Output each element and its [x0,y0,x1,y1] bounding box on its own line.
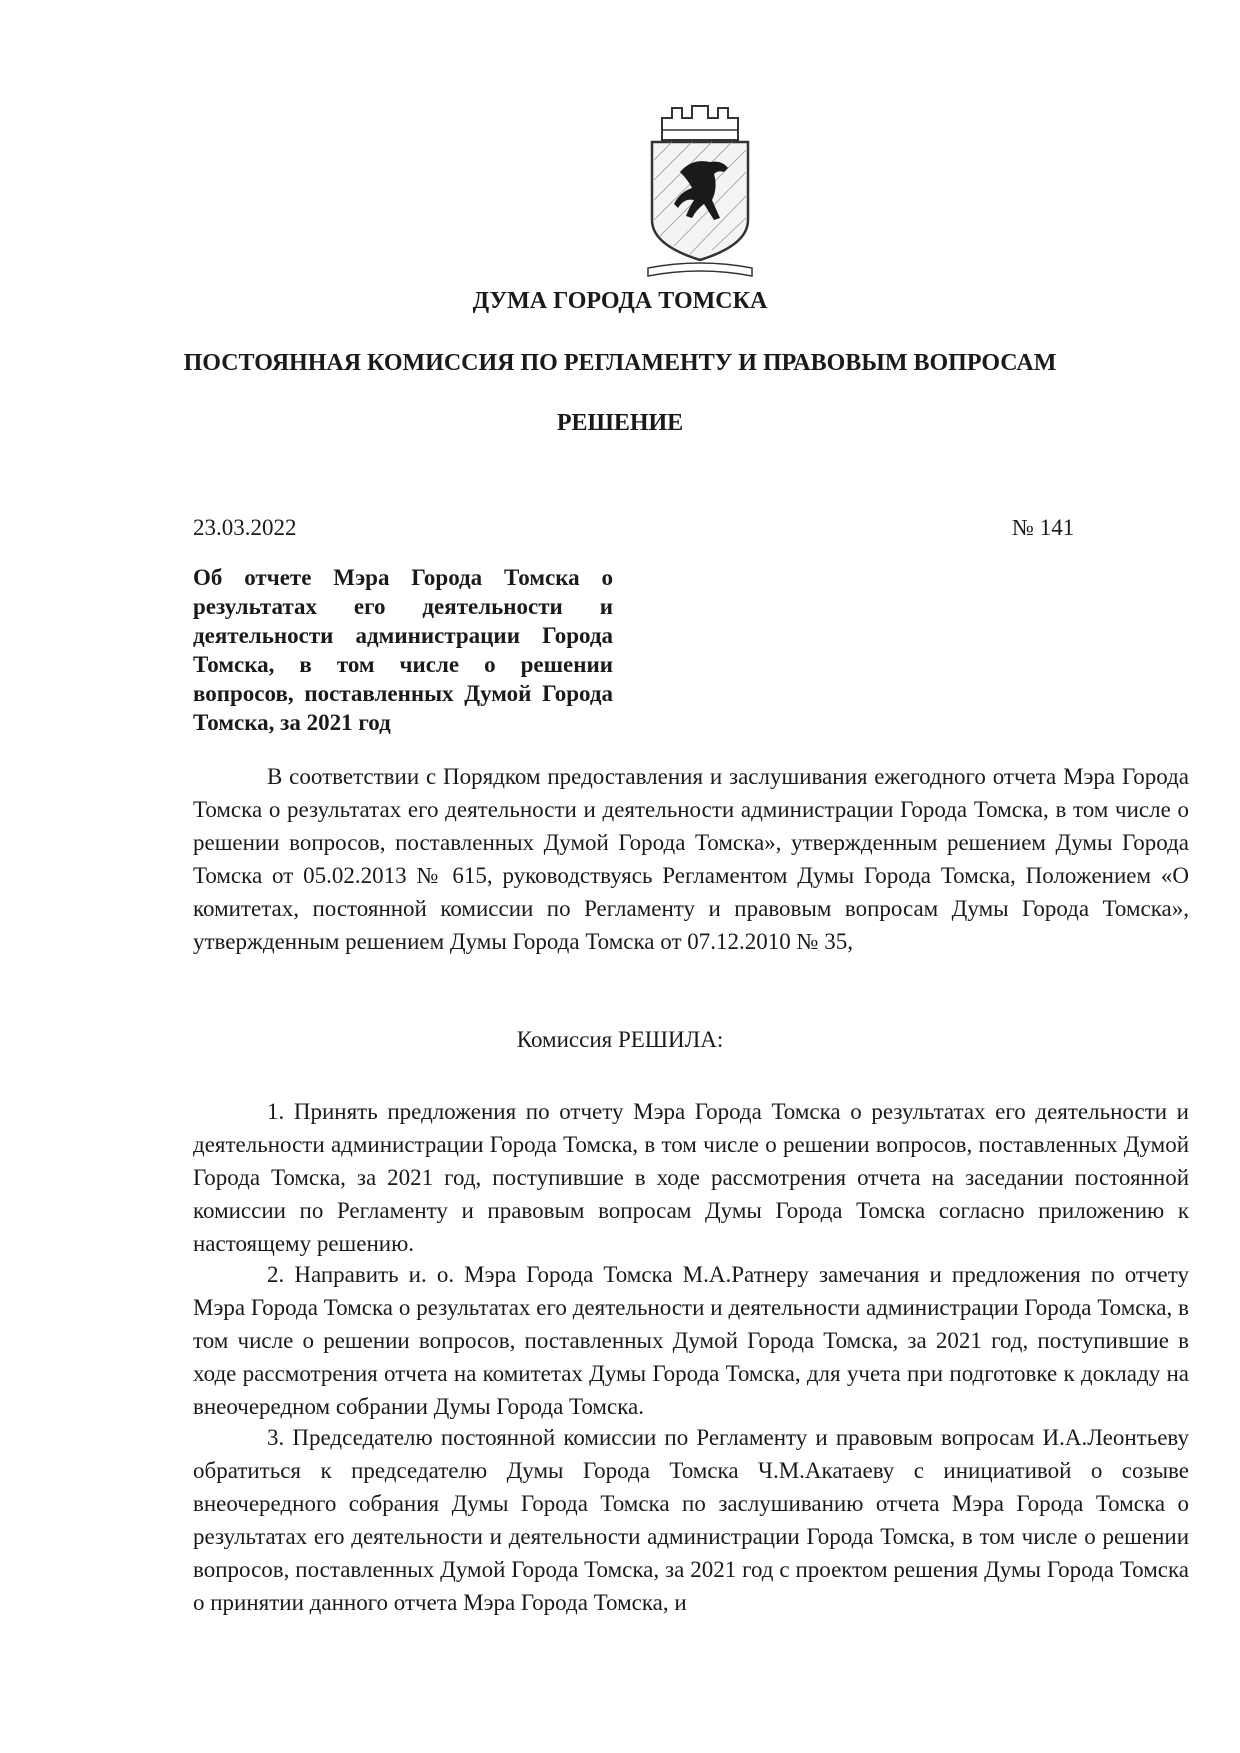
tomsk-coat-of-arms-icon [640,100,760,280]
document-date: 23.03.2022 [193,515,297,540]
organization-title: ДУМА ГОРОДА ТОМСКА [472,288,768,314]
resolution-item: 1. Принять предложения по отчету Мэра Города Томска о результатах его деятельности и деятельности администрации Города Томска, в том числе о решении вопросов, поставленных Думой Города Томска, за 2021 год, поступившие в ходе рассмотрения отчета на заседании постоянной комиссии по Регламенту и правовым вопросам Думы Города Томска согласно приложению к настоящему решению. [193,1099,1189,1256]
resolution-item: 3. Председателю постоянной комиссии по Регламенту и правовым вопросам И.А.Леонтьеву обратиться к председателю Думы Города Томска Ч.М.Акатаеву с инициативой о созыве внеочередного собрания Думы Города Томска по заслушиванию отчета Мэра Города Томска о результатах его деятельности и деятельности администрации Города Томска, в том числе о решении вопросов, поставленных Думой Города Томска, за 2021 год с проектом решения Думы Города Томска о принятии данного отчета Мэра Города Томска, и [193,1425,1189,1615]
commission-title: ПОСТОЯННАЯ КОМИССИЯ ПО РЕГЛАМЕНТУ И ПРАВОВЫМ ВОПРОСАМ [183,350,1057,376]
document-type: РЕШЕНИЕ [556,410,684,436]
document-number: № 141 [1012,515,1075,540]
document-subject: Об отчете Мэра Города Томска о результатах его деятельности и деятельности администрации Города Томска, в том числе о решении вопросов, поставленных Думой Города Томска, за 2021 год [193,565,613,735]
resolved-heading: Комиссия РЕШИЛА: [516,1027,724,1052]
resolution-item: 2. Направить и. о. Мэра Города Томска М.А.Ратнеру замечания и предложения по отчету Мэра Города Томска о результатах его деятельности и деятельности администрации Города Томска, в том числе о решении вопросов, поставленных Думой Города Томска, за 2021 год, поступившие в ходе рассмотрения отчета на комитетах Думы Города Томска, для учета при подготовке к докладу на внеочередном собрании Думы Города Томска. [193,1262,1189,1419]
intro-paragraph: В соответствии с Порядком предоставления и заслушивания ежегодного отчета Мэра Города Томска о результатах его деятельности и деятельности администрации Города Томска, в том числе о решении вопросов, поставленных Думой Города Томска», утвержденным решением Думы Города Томска от 05.02.2013 № 615, руководствуясь Регламентом Думы Города Томска, Положением «О комитетах, постоянной комиссии по Регламенту и правовым вопросам Думы Города Томска», утвержденным решением Думы Города Томска от 07.12.2010 № 35, [193,764,1189,954]
